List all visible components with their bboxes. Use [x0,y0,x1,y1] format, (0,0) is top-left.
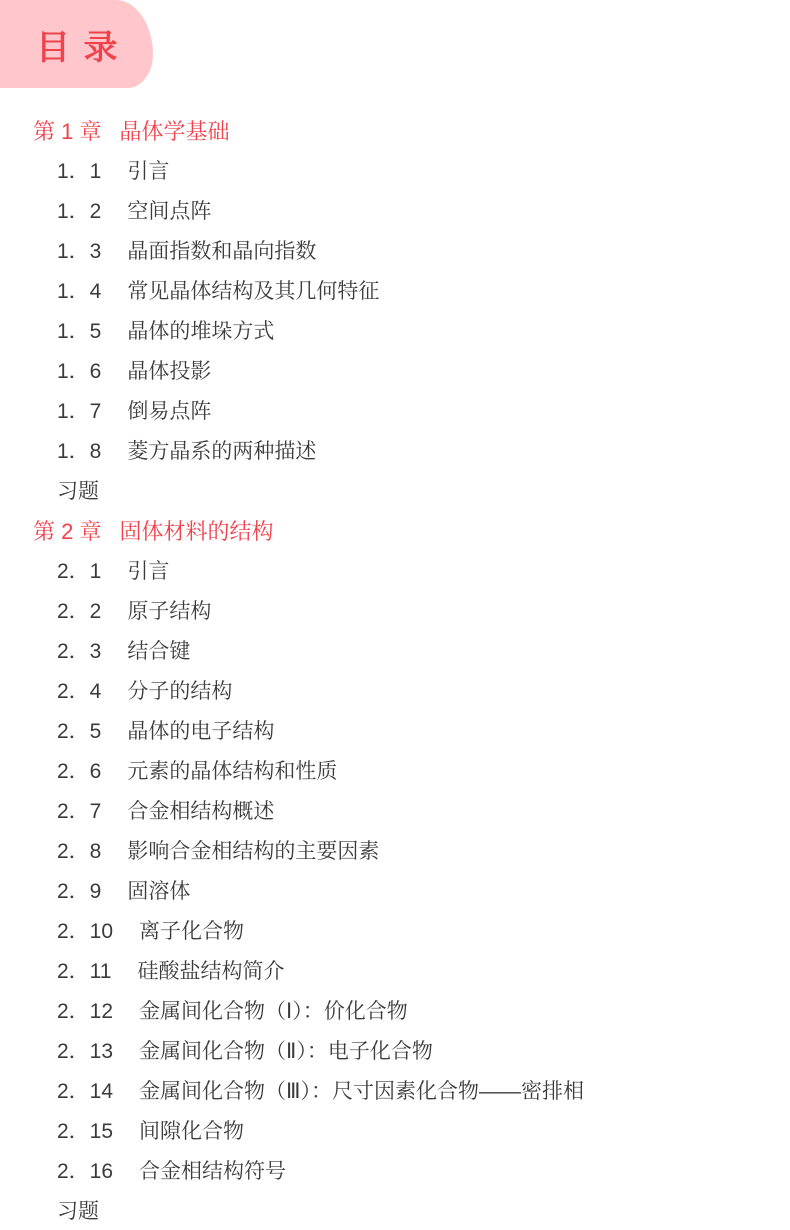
chapter-title: 固体材料的结构 [119,518,274,544]
section-title: 合金相结构符号 [139,1160,287,1183]
section-title: 晶体投影 [127,360,212,383]
chapter-title: 晶体学基础 [119,118,230,144]
section-number: 2．11 [57,960,112,983]
section-number: 1．6 [57,360,102,383]
section-title: 原子结构 [127,600,212,623]
toc-section-row[interactable] [0,150,790,190]
toc-section-row[interactable] [0,990,790,1030]
section-number: 2．3 [57,640,102,663]
toc-title-label: 目 录 [36,28,120,67]
section-number: 2．5 [57,720,102,743]
chapter-label: 第 2 章 [33,518,102,544]
section-title: 固溶体 [127,880,191,903]
section-number: 2．4 [57,680,102,703]
section-title: 金属间化合物（Ⅲ）：尺寸因素化合物——密排相 [139,1080,585,1103]
section-number: 1．4 [57,280,102,303]
toc-list [0,110,790,1230]
section-number: 2．6 [57,760,102,783]
toc-section-row[interactable] [0,390,790,430]
section-title: 合金相结构概述 [127,800,275,823]
exercises-row[interactable] [0,470,790,510]
section-number: 2．12 [57,1000,114,1023]
toc-section-row[interactable] [0,790,790,830]
section-title: 倒易点阵 [127,400,212,423]
exercises-label: 习题 [57,1200,99,1223]
toc-title-badge [0,0,153,88]
section-number: 2．16 [57,1160,114,1183]
section-number: 2．13 [57,1040,114,1063]
toc-section-row[interactable] [0,270,790,310]
exercises-row[interactable] [0,1190,790,1230]
section-title: 离子化合物 [139,920,245,943]
section-number: 1．2 [57,200,102,223]
section-number: 2．2 [57,600,102,623]
section-number: 1．5 [57,320,102,343]
toc-section-row[interactable] [0,190,790,230]
section-title: 结合键 [127,640,191,663]
toc-section-row[interactable] [0,870,790,910]
toc-section-row[interactable] [0,750,790,790]
section-title: 晶面指数和晶向指数 [127,240,317,263]
section-title: 晶体的电子结构 [127,720,275,743]
section-title: 引言 [127,560,170,583]
toc-section-row[interactable] [0,910,790,950]
toc-section-row[interactable] [0,1110,790,1150]
toc-section-row[interactable] [0,950,790,990]
chapter-heading[interactable] [0,110,790,150]
toc-section-row[interactable] [0,230,790,270]
section-title: 金属间化合物（Ⅱ）：电子化合物 [139,1040,433,1063]
section-number: 1．1 [57,160,102,183]
section-title: 分子的结构 [127,680,233,703]
section-number: 2．9 [57,880,102,903]
toc-section-row[interactable] [0,350,790,390]
section-title: 元素的晶体结构和性质 [127,760,338,783]
section-number: 2．10 [57,920,114,943]
toc-section-row[interactable] [0,630,790,670]
section-title: 硅酸盐结构简介 [137,960,285,983]
section-title: 晶体的堆垛方式 [127,320,275,343]
section-title: 空间点阵 [127,200,212,223]
section-title: 常见晶体结构及其几何特征 [127,280,380,303]
chapter-heading[interactable] [0,510,790,550]
section-number: 2．1 [57,560,102,583]
toc-section-row[interactable] [0,590,790,630]
section-number: 1．7 [57,400,102,423]
toc-section-row[interactable] [0,710,790,750]
section-number: 2．7 [57,800,102,823]
exercises-label: 习题 [57,480,99,503]
section-title: 影响合金相结构的主要因素 [127,840,380,863]
section-number: 2．15 [57,1120,114,1143]
section-title: 菱方晶系的两种描述 [127,440,317,463]
toc-section-row[interactable] [0,1070,790,1110]
toc-section-row[interactable] [0,830,790,870]
section-title: 间隙化合物 [139,1120,245,1143]
toc-section-row[interactable] [0,670,790,710]
chapter-label: 第 1 章 [33,118,102,144]
toc-section-row[interactable] [0,1030,790,1070]
section-number: 2．14 [57,1080,114,1103]
section-number: 1．3 [57,240,102,263]
section-title: 引言 [127,160,170,183]
toc-section-row[interactable] [0,310,790,350]
toc-section-row[interactable] [0,1150,790,1190]
toc-section-row[interactable] [0,550,790,590]
section-number: 1．8 [57,440,102,463]
section-title: 金属间化合物（Ⅰ）：价化合物 [139,1000,408,1023]
section-number: 2．8 [57,840,102,863]
toc-section-row[interactable] [0,430,790,470]
